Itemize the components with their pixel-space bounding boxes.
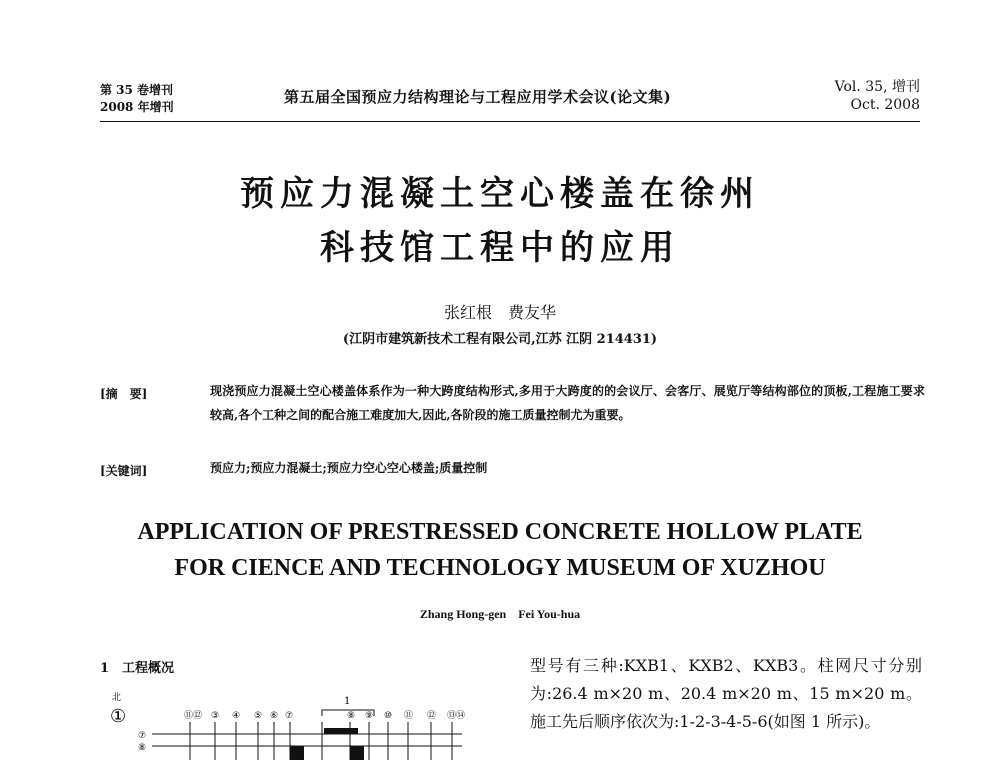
axis-label: ⑨ [365,711,374,721]
row-label: ⑦ [138,731,147,741]
axis-label: ⑤ [254,711,263,721]
title-cn-line1: 预应力混凝土空心楼盖在徐州 [240,174,760,214]
keywords-label: [关键词] [100,464,148,478]
wall-block [290,746,304,760]
body-paragraph: 型号有三种:KXB1、KXB2、KXB3。柱网尺寸分别为:26.4 m×20 m、20.4 m×20 m、15 m×20 m。施工先后顺序依次为:1-2-3-4-5-6(如图 1 所示)。 [530,656,922,731]
title-en-line2: FOR CIENCE AND TECHNOLOGY MUSEUM OF XUZHOU [174,555,826,581]
axis-labels [184,710,465,721]
journal-issue-line1: Vol. 35, 增刊 [834,79,920,95]
journal-volume-line1: 第 35 卷增刊 [100,83,174,97]
axis-label: ④ [232,711,241,721]
abstract-label: [摘 要] [100,387,148,401]
title-cn-line2: 科技馆工程中的应用 [320,228,680,268]
axis-label: ⑬⑭ [447,711,466,721]
figure-label-1: 1 [344,696,351,707]
row-label: ⑧ [138,743,147,753]
authors-en: Zhang Hong-gen Fei You-hua [419,607,581,621]
journal-issue [835,78,920,114]
axis-label: ⑥ [270,711,279,721]
plan-grid [152,722,462,760]
figure-plan [112,688,482,764]
abstract-text: 现浇预应力混凝土空心楼盖体系作为一种大跨度结构形式,多用于大跨度的的会议厅、会客厅、展览厅等结构部位的顶板,工程施工要求较高,各个工种之间的配合施工难度加大,因此,各阶段的施工质量控制尤为重要。 [210,384,925,422]
north-symbol: ① [110,706,127,727]
axis-label: ③ [211,711,220,721]
axis-label: ⑧ [347,711,356,721]
keywords-text: 预应力;预应力混凝土;预应力空心空心楼盖;质量控制 [210,461,488,475]
section-heading: 1 工程概况 [100,661,175,676]
journal-title: 第五届全国预应力结构理论与工程应用学术会议(论文集) [284,88,672,106]
journal-issue-line2: Oct. 2008 [850,97,920,113]
axis-label: ⑪⑫ [184,711,203,721]
header-rule [100,121,920,122]
axis-label: ⑦ [285,711,294,721]
axis-label: ⑩ [384,711,393,721]
figure-plan-svg [112,688,482,760]
north-label: 北 [112,693,122,703]
journal-volume [100,82,174,116]
wall-block [350,746,364,760]
journal-volume-line2: 2008 年增刊 [100,100,174,114]
wall-block [324,728,358,734]
axis-label: ⑪ [404,711,414,721]
axis-label: ⑫ [427,711,437,721]
authors-cn: 张红根 费友华 [443,303,556,322]
title-en-line1: APPLICATION OF PRESTRESSED CONCRETE HOLLOW PLATE [137,519,863,545]
affiliation-cn: (江阴市建筑新技术工程有限公司,江苏 江阴 214431) [342,332,658,347]
